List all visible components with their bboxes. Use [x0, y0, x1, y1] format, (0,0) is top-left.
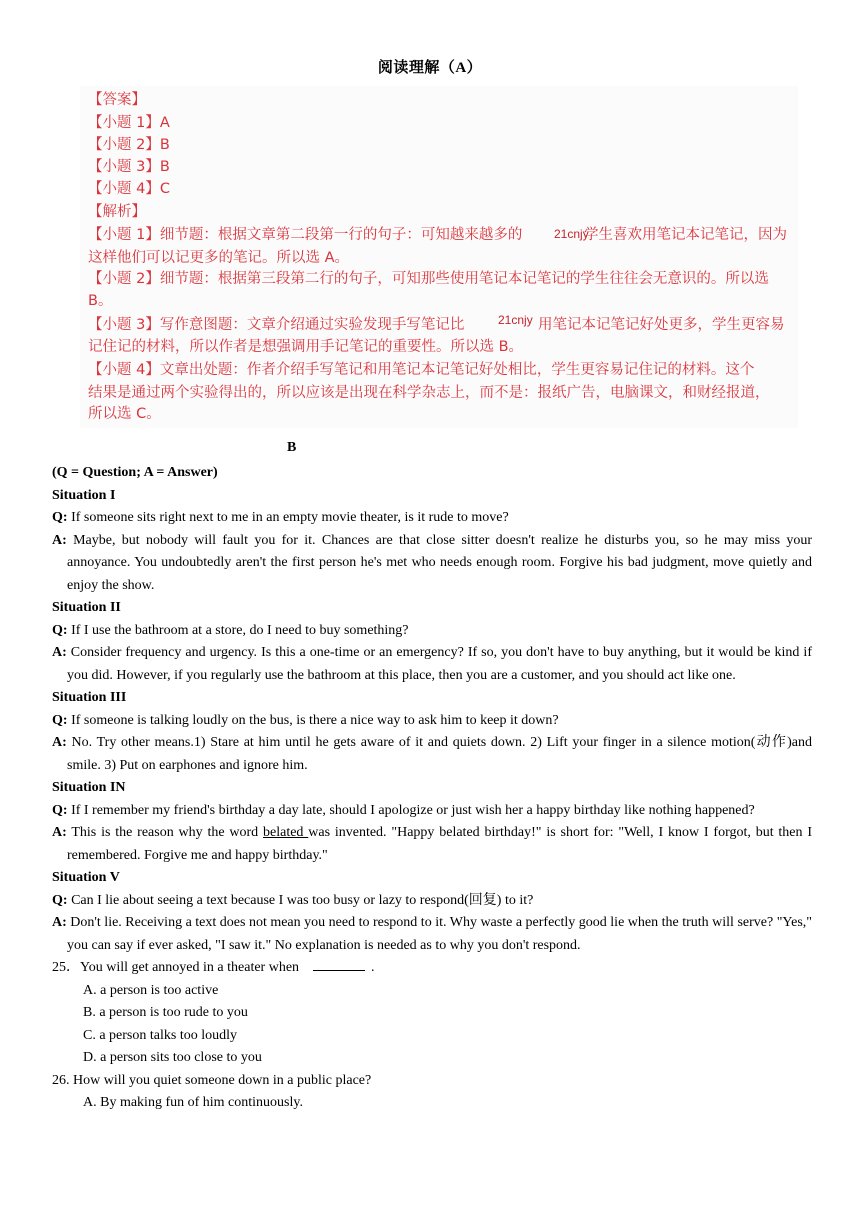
situation-heading: Situation II: [52, 600, 121, 615]
situation-heading: Situation I: [52, 487, 116, 503]
answer-line: 用笔记本记笔记好处更多，学生更容易: [538, 317, 785, 333]
a-label: A:: [52, 825, 67, 840]
answer-text: [52, 530, 812, 598]
answer-line: 结果是通过两个实验得出的，所以应该是出现在科学杂志上，而不是：报纸广告，电脑课文，和财经报道，: [88, 385, 770, 401]
answer-line: 【小题 2】B: [88, 137, 170, 153]
a-text: No. Try other means.1) Stare at him until he gets aware of it and quiets down. 2) Lift your finger in a silence motion(动作)and smile. 3) Put on earphones and ignore him.: [66, 735, 812, 773]
a-text-post: was invented. "Happy belated birthday!" is short for: "Well, I know I forgot, but then I remembered. Forgive me and happy birthday.": [67, 825, 813, 863]
question-text: [52, 507, 812, 530]
a-text-pre: This is the reason why the word: [66, 825, 263, 840]
answer-blank: [313, 958, 365, 971]
q-label: Q:: [52, 802, 68, 818]
answer-line: 【小题 1】细节题：根据文章第二段第一行的句子：可知越来越多的: [88, 227, 523, 243]
option: A. a person is too active: [83, 982, 219, 998]
answer-text: [52, 642, 812, 687]
question-text: [52, 800, 812, 823]
answer-line: 【小题 4】C: [88, 181, 170, 197]
q-label: Q:: [52, 892, 68, 908]
q-text: If I remember my friend's birthday a day late, should I apologize or just wish her a happy birthday like nothing happened?: [67, 802, 755, 818]
a-label: A:: [52, 735, 67, 750]
answer-line: 【小题 4】文章出处题：作者介绍手写笔记和用笔记本记笔记好处相比，学生更容易记住记的材料。这个: [88, 362, 755, 378]
answer-line: 这样他们可以记更多的笔记。所以选 A。: [88, 250, 350, 266]
answer-line: 【解析】: [88, 204, 146, 220]
underlined-word: belated: [263, 825, 309, 840]
q-label: Q:: [52, 712, 68, 728]
question-text: [52, 620, 812, 643]
a-label: A:: [52, 915, 67, 930]
a-text: Don't lie. Receiving a text does not mean you need to respond to it. Why waste a perfectly good lie when the truth will serve? "Yes," you can say if ever asked, "I saw it." No explanation is needed as to why you don't respond.: [66, 915, 812, 953]
a-text: Consider frequency and urgency. Is this a one-time or an emergency? If so, you don't have to buy anything, but it would be kind if you did. However, if you regularly use the bathroom at this place, then you are a customer, and you should act like one.: [66, 645, 812, 683]
answer-line: 记住记的材料，所以作者是想强调用手记笔记的重要性。所以选 B。: [88, 339, 524, 355]
q-text: Can I lie about seeing a text because I was too busy or lazy to respond(回复) to it?: [67, 892, 534, 908]
answer-text: [52, 822, 812, 867]
passage: [52, 462, 812, 1115]
answer-text: [52, 912, 812, 957]
q-label: Q:: [52, 622, 68, 638]
legend: (Q = Question; A = Answer): [52, 465, 218, 480]
question-stem: 26. How will you quiet someone down in a public place?: [52, 1072, 372, 1088]
answer-line: 学生喜欢用笔记本记笔记，因为: [584, 227, 787, 243]
option: D. a person sits too close to you: [83, 1050, 262, 1065]
situation-heading: Situation IN: [52, 780, 126, 795]
answer-line: 【小题 1】A: [88, 115, 170, 131]
answer-line: 【小题 3】B: [88, 159, 170, 175]
a-label: A:: [52, 532, 67, 548]
a-label: A:: [52, 645, 67, 660]
question-stem: [52, 957, 812, 980]
q25-stem: 25．You will get annoyed in a theater when: [52, 960, 300, 975]
answer-line: 所以选 C。: [88, 406, 161, 422]
answer-line: 【小题 2】细节题：根据第三段第二行的句子，可知那些使用笔记本记笔记的学生往往会无意识的。所以选: [88, 271, 769, 287]
option: B. a person is too rude to you: [83, 1005, 248, 1020]
answer-line: B。: [88, 293, 113, 309]
answer-line: 【答案】: [88, 92, 146, 108]
question-text: [52, 890, 812, 913]
situation-heading: Situation V: [52, 870, 120, 885]
section-label: B: [287, 440, 297, 455]
q-text: If someone sits right next to me in an empty movie theater, is it rude to move?: [67, 510, 509, 525]
page-title: 阅读理解（A）: [377, 60, 483, 76]
answer-text: [52, 732, 812, 777]
answer-key-image: [80, 86, 798, 428]
watermark: 21cnjy: [550, 227, 593, 241]
question-text: [52, 710, 812, 733]
q-text: If someone is talking loudly on the bus, is there a nice way to ask him to keep it down?: [67, 712, 559, 728]
answer-line: 【小题 3】写作意图题：文章介绍通过实验发现手写笔记比: [88, 317, 465, 333]
q25-stem-end: .: [371, 960, 375, 975]
watermark: 21cnjy: [494, 313, 537, 327]
a-text: Maybe, but nobody will fault you for it. Chances are that close sitter doesn't realize he disturbs you, so he may miss your annoyance. You undoubtedly aren't the first person he's met who needs enough room. Forgive his bad judgment, move quietly and enjoy the show.: [66, 532, 812, 593]
situation-heading: Situation III: [52, 690, 127, 705]
q-label: Q:: [52, 510, 68, 525]
option: C. a person talks too loudly: [83, 1027, 237, 1043]
option: A. By making fun of him continuously.: [83, 1095, 303, 1110]
q-text: If I use the bathroom at a store, do I need to buy something?: [67, 622, 409, 638]
